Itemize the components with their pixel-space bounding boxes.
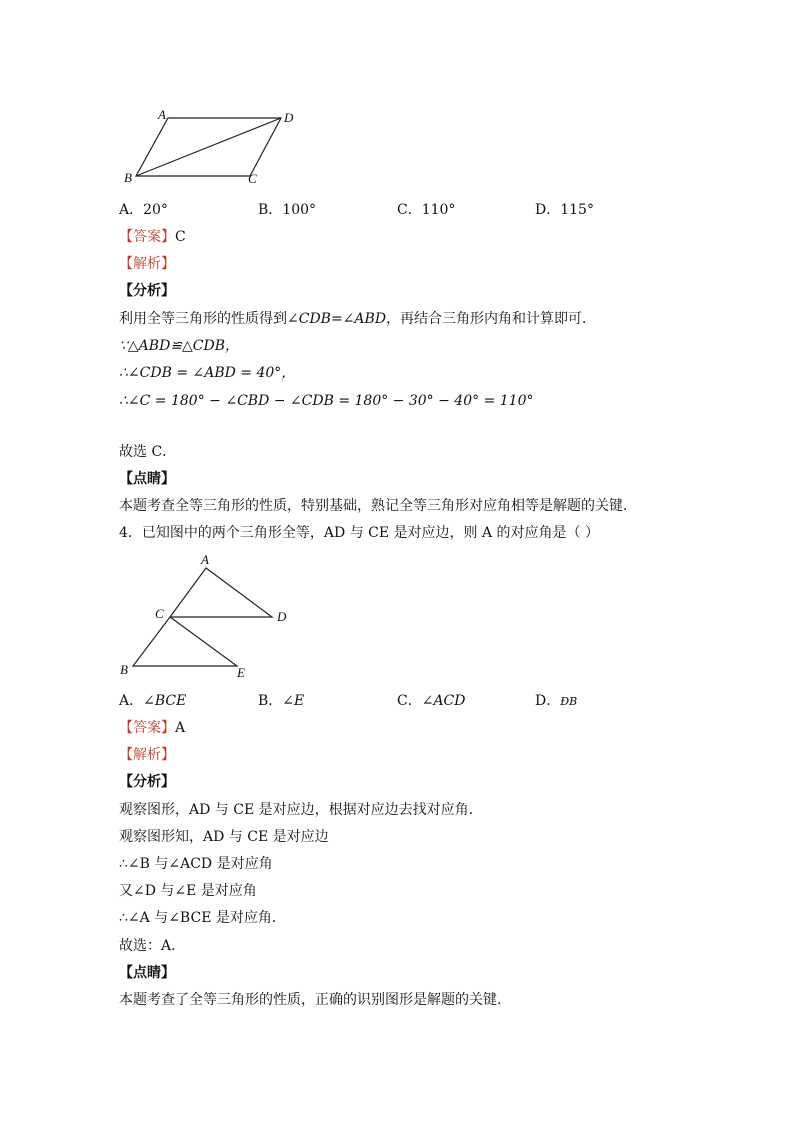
q4-dianjing-text: 本题考查了全等三角形的性质，正确的识别图形是解题的关键． <box>119 992 511 1008</box>
q3-dianjing-text: 本题考查全等三角形的性质，特别基础，熟记全等三角形对应角相等是解题的关键． <box>119 498 637 514</box>
q4-fenxi-tag: 【分析】 <box>119 774 175 790</box>
triangle-bce <box>133 617 237 666</box>
q3-option-a: A．20° <box>119 202 168 218</box>
q4-option-d <box>535 692 577 711</box>
answer-tag: 【答案】 <box>119 229 175 245</box>
q4-analysis-tag: 【解析】 <box>119 747 175 763</box>
option-math: ∠ACD <box>421 693 466 709</box>
q3-therefore-line-2: ∴∠C = 180° − ∠CBD − ∠CDB = 180° − 30° − 40° = 110° <box>119 393 534 409</box>
q4-dianjing-tag: 【点睛】 <box>119 965 175 981</box>
q3-option-b: B．100° <box>258 202 317 218</box>
q4-answer <box>119 719 185 737</box>
label-a: A <box>201 552 209 567</box>
q4-fenxi-text: 观察图形，AD 与 CE 是对应边，根据对应边去找对应角． <box>119 802 483 818</box>
label-d: D <box>277 609 287 624</box>
option-prefix: C． <box>397 693 422 709</box>
option-math: ∠BCE <box>143 693 187 709</box>
label-e: E <box>237 665 245 680</box>
q3-analysis-tag: 【解析】 <box>119 256 175 272</box>
option-math: ÐB <box>560 695 578 708</box>
q3-because-line: ∵△ABD≌△CDB， <box>119 338 240 354</box>
triangle-acd <box>170 568 272 617</box>
option-prefix: B． <box>258 693 283 709</box>
diagonal-bd <box>136 118 281 176</box>
answer-tag: 【答案】 <box>119 720 175 736</box>
label-b: B <box>124 170 132 185</box>
q3-option-d: D．115° <box>535 202 594 218</box>
q4-line-1: 观察图形知，AD 与 CE 是对应边 <box>119 829 329 845</box>
q3-conclusion: 故选 C． <box>119 444 177 460</box>
q4-conclusion: 故选：A． <box>119 938 186 954</box>
q4-line-3: 又∠D 与∠E 是对应角 <box>119 883 257 899</box>
option-prefix: A． <box>119 693 144 709</box>
label-a: A <box>158 107 166 122</box>
fenxi-math: ∠CDB=∠ABD <box>287 311 387 327</box>
label-c: C <box>155 606 164 621</box>
q3-option-c: C．110° <box>397 202 456 218</box>
q3-dianjing-tag: 【点睛】 <box>119 471 175 487</box>
q4-option-a <box>119 692 186 710</box>
label-c: C <box>248 171 257 186</box>
q3-fenxi-tag: 【分析】 <box>119 283 175 299</box>
answer-value: A <box>175 720 186 736</box>
label-b: B <box>120 662 128 677</box>
parallelogram-figure <box>118 105 308 190</box>
q4-line-4: ∴∠A 与∠BCE 是对应角． <box>119 910 286 926</box>
answer-value: C <box>175 229 186 245</box>
label-d: D <box>284 110 294 125</box>
option-prefix: D． <box>535 693 561 709</box>
q4-option-b <box>258 692 304 710</box>
fenxi-text-part: 利用全等三角形的性质得到 <box>119 311 287 327</box>
q4-question: 4．已知图中的两个三角形全等，AD 与 CE 是对应边，则 A 的对应角是（ ） <box>119 525 599 541</box>
q4-option-c <box>397 692 466 710</box>
triangles-figure <box>115 550 305 685</box>
fenxi-text-part: ，再结合三角形内角和计算即可． <box>386 311 597 327</box>
q3-fenxi-text <box>119 310 596 328</box>
option-math: ∠E <box>282 693 305 709</box>
q4-line-2: ∴∠B 与∠ACD 是对应角 <box>119 856 273 872</box>
q3-therefore-line-1: ∴∠CDB = ∠ABD = 40°， <box>119 365 296 381</box>
q3-answer <box>119 228 186 246</box>
